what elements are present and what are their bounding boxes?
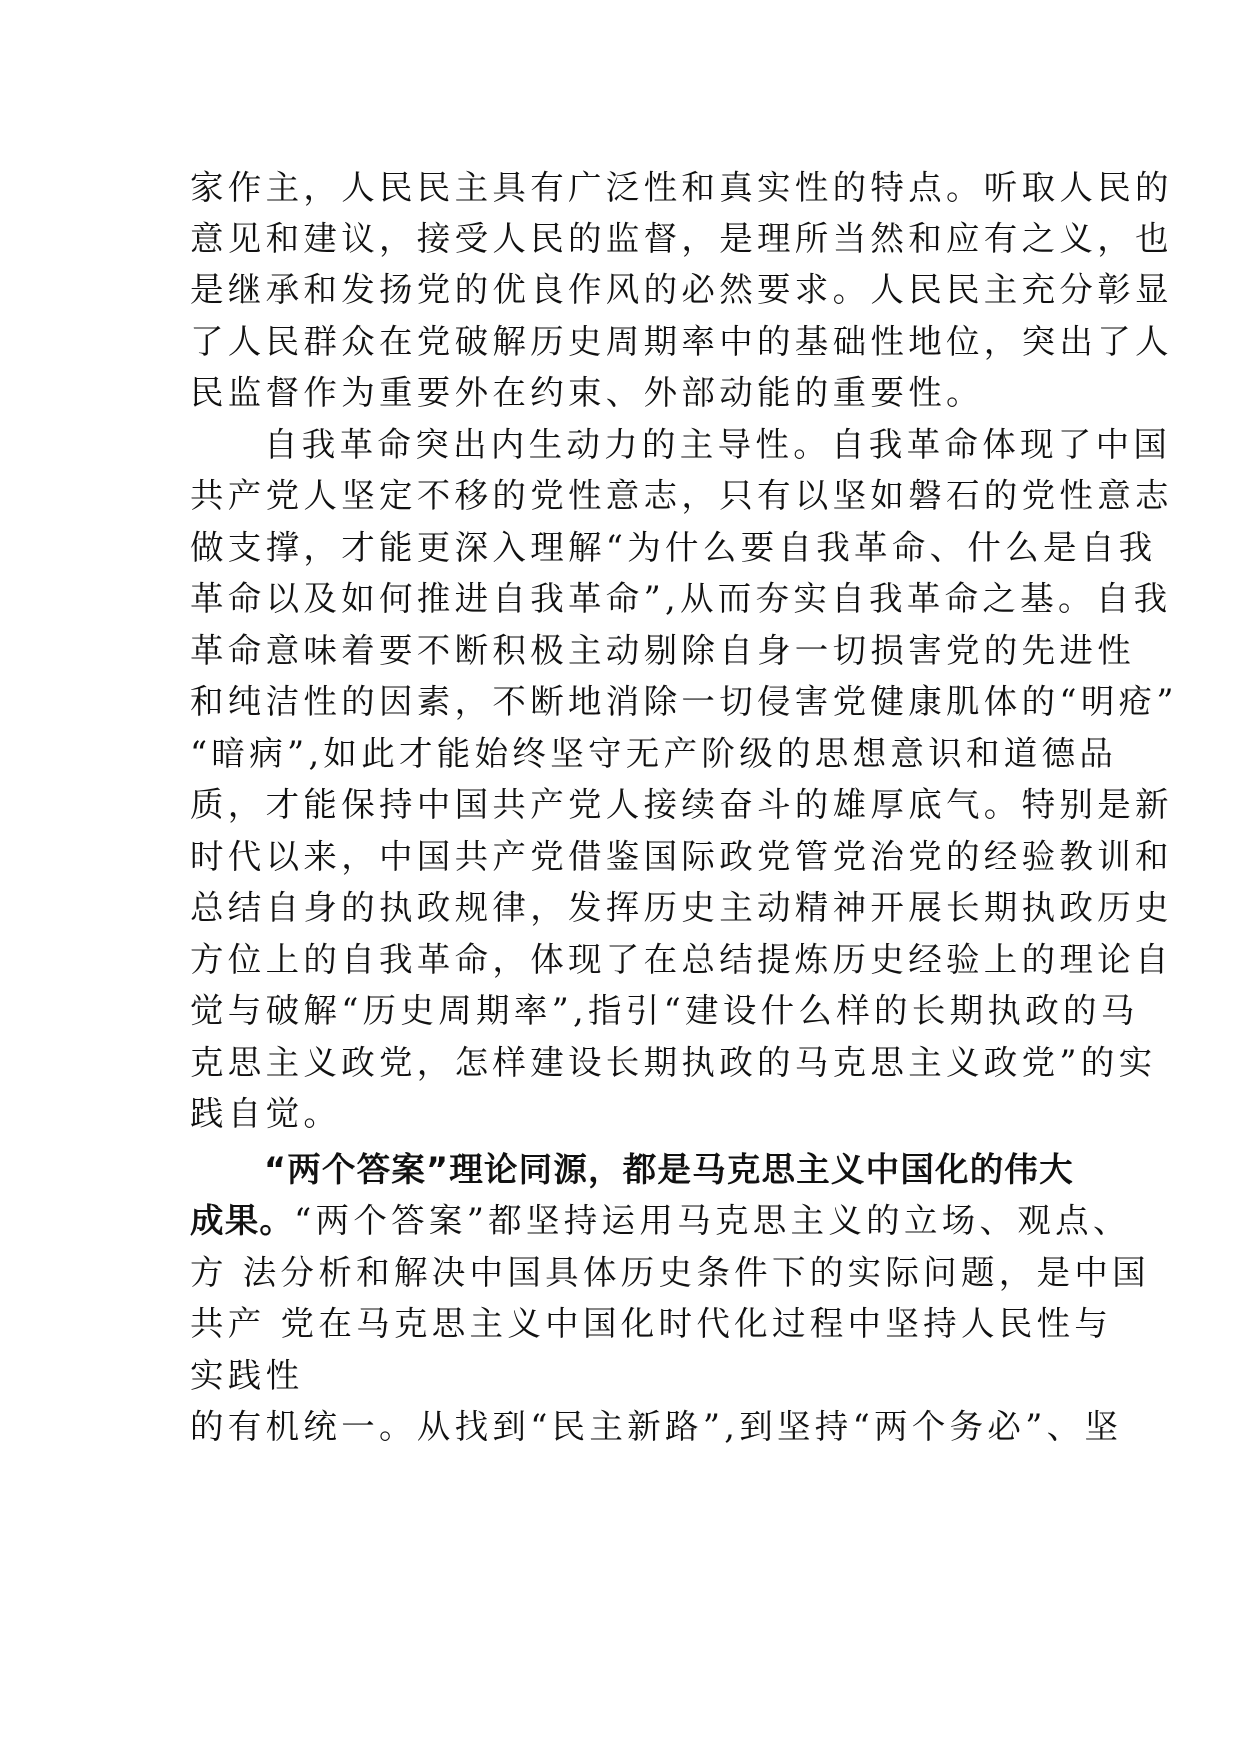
paragraph-2-line-11: 方位上的自我革命，体现了在总结提炼历史经验上的理论自 bbox=[190, 940, 1173, 979]
paragraph-2-line-12: 觉与破解“历史周期率”,指引“建设什么样的长期执政的马 bbox=[190, 991, 1139, 1030]
paragraph-3-line-2 bbox=[190, 1196, 1131, 1246]
paragraph-3-line-3: 方 法分析和解决中国具体历史条件下的实际问题，是中国 bbox=[190, 1253, 1150, 1292]
paragraph-2-line-14: 践自觉。 bbox=[190, 1094, 342, 1133]
paragraph-2-line-3: 做支撑，才能更深入理解“为什么要自我革命、什么是自我 bbox=[190, 528, 1157, 567]
paragraph-3-line-2-text: “两个答案”都坚持运用马克思主义的立场、观点、 bbox=[294, 1201, 1131, 1240]
paragraph-3-line-5: 实践性 bbox=[190, 1356, 304, 1395]
paragraph-3-line-4: 共产 党在马克思主义中国化时代化过程中坚持人民性与 bbox=[190, 1304, 1113, 1343]
paragraph-1-line-5: 民监督作为重要外在约束、外部动能的重要性。 bbox=[190, 373, 984, 412]
paragraph-2-line-6: 和纯洁性的因素，不断地消除一切侵害党健康肌体的“明疮” bbox=[190, 682, 1178, 721]
paragraph-2-line-10: 总结自身的执政规律，发挥历史主动精神开展长期执政历史 bbox=[190, 888, 1173, 927]
paragraph-1-line-1: 家作主，人民民主具有广泛性和真实性的特点。听取人民的 bbox=[190, 168, 1173, 207]
paragraph-3-line-6: 的有机统一。从找到“民主新路”,到坚持“两个务必”、坚 bbox=[190, 1407, 1123, 1446]
paragraph-2-line-4: 革命以及如何推进自我革命”,从而夯实自我革命之基。自我 bbox=[190, 579, 1172, 618]
paragraph-1-line-2: 意见和建议，接受人民的监督，是理所当然和应有之义，也 bbox=[190, 219, 1173, 258]
paragraph-2-line-8: 质，才能保持中国共产党人接续奋斗的雄厚底气。特别是新 bbox=[190, 785, 1173, 824]
paragraph-2-line-5: 革命意味着要不断积极主动剔除自身一切损害党的先进性 bbox=[190, 631, 1135, 670]
paragraph-1-line-3: 是继承和发扬党的优良作风的必然要求。人民民主充分彰显 bbox=[190, 270, 1173, 309]
paragraph-2-line-9: 时代以来，中国共产党借鉴国际政党管党治党的经验教训和 bbox=[190, 837, 1173, 876]
paragraph-3-heading-line-1: “两个答案”理论同源，都是马克思主义中国化的伟大 bbox=[264, 1150, 1074, 1189]
paragraph-2-line-1: 自我革命突出内生动力的主导性。自我革命体现了中国 bbox=[264, 425, 1172, 464]
paragraph-1-line-4: 了人民群众在党破解历史周期率中的基础性地位，突出了人 bbox=[190, 322, 1173, 361]
paragraph-2-line-7: “暗病”,如此才能始终坚守无产阶级的思想意识和道德品 bbox=[190, 734, 1118, 773]
paragraph-2-line-13: 克思主义政党，怎样建设长期执政的马克思主义政党”的实 bbox=[190, 1043, 1157, 1082]
paragraph-2-line-2: 共产党人坚定不移的党性意志，只有以坚如磐石的党性意志 bbox=[190, 476, 1173, 515]
paragraph-3-heading-end: 成果。 bbox=[190, 1201, 295, 1240]
